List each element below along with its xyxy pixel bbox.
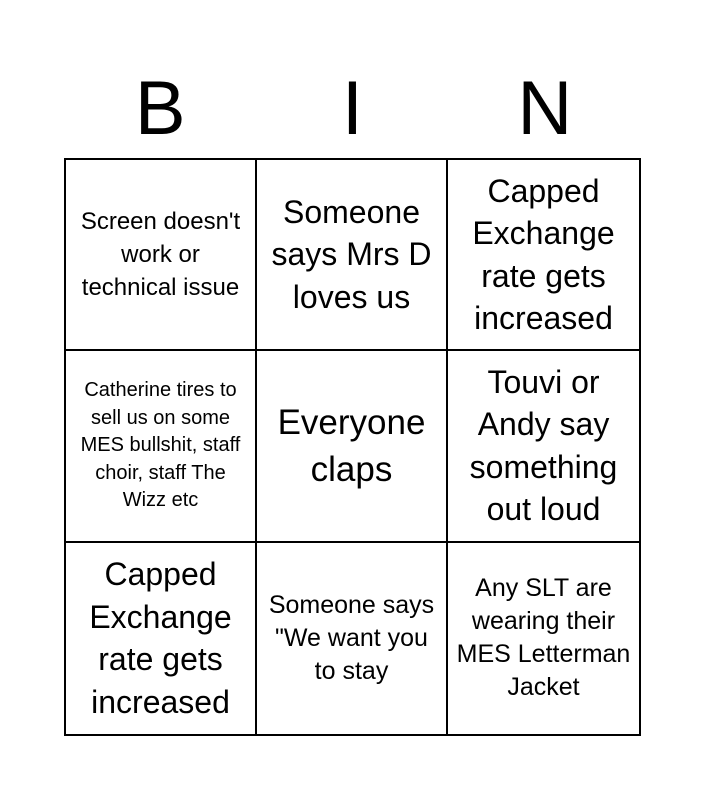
bingo-grid <box>64 158 641 736</box>
cell-text: Someone says Mrs D loves us <box>271 193 432 315</box>
bingo-cell[interactable] <box>66 160 257 351</box>
bingo-cell[interactable] <box>257 160 448 351</box>
bingo-cell[interactable] <box>448 160 639 351</box>
cell-text: Screen doesn't work or technical issue <box>80 208 241 302</box>
bingo-cell[interactable] <box>257 543 448 734</box>
header-letter-i: I <box>341 66 364 151</box>
bingo-cell[interactable] <box>448 543 639 734</box>
bingo-header <box>64 60 641 158</box>
cell-text: Any SLT are wearing their MES Letterman Jacket <box>456 574 631 702</box>
cell-text: Touvi or Andy say something out loud <box>469 363 618 528</box>
header-letter-n: N <box>517 66 573 151</box>
cell-text: Someone says "We want you to stay <box>268 590 435 685</box>
header-letter-b: B <box>134 66 186 151</box>
cell-text: Everyone claps <box>277 402 426 489</box>
bingo-cell[interactable] <box>448 351 639 542</box>
cell-text: Catherine tires to sell us on some MES bullshit, staff choir, staff The Wizz etc <box>80 379 241 512</box>
bingo-cell[interactable] <box>66 543 257 734</box>
bingo-cell[interactable] <box>66 351 257 542</box>
bingo-cell[interactable] <box>257 351 448 542</box>
cell-text: Capped Exchange rate gets increased <box>89 556 232 720</box>
cell-text: Capped Exchange rate gets increased <box>472 172 615 337</box>
